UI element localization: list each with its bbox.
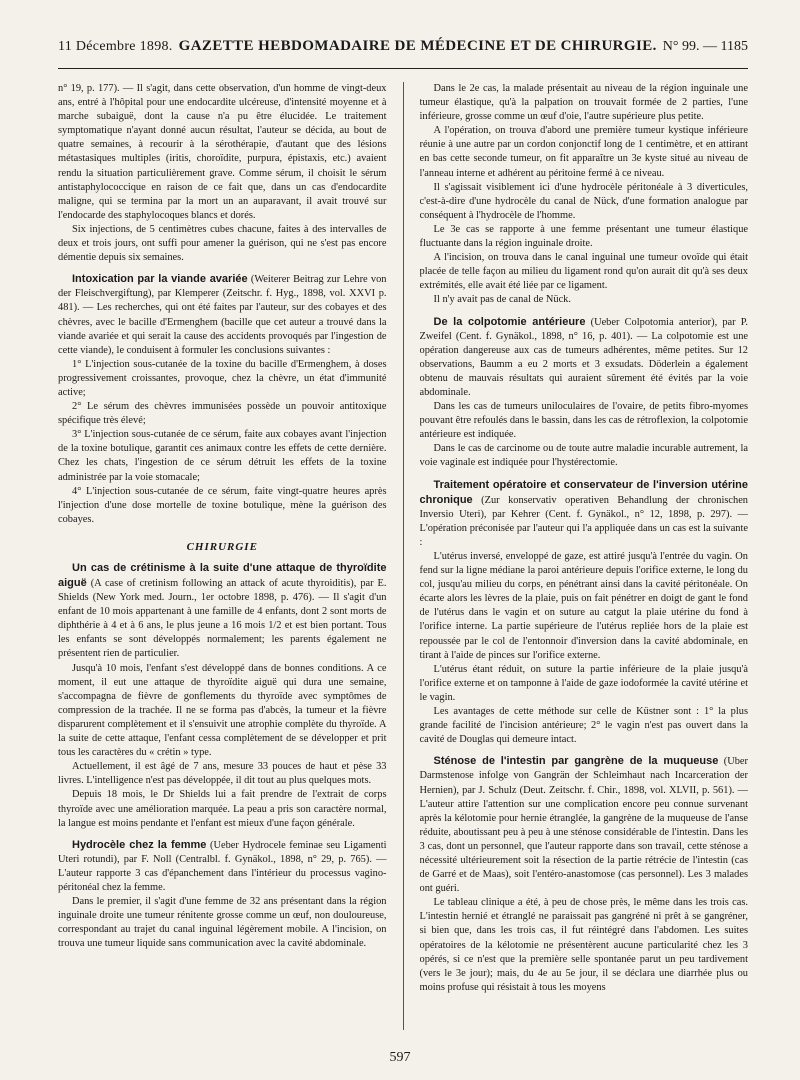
paragraph: L'utérus inversé, enveloppé de gaze, est attiré jusqu'à l'entrée du vagin. On fend sur la ligne médiane la paroi antérieure depuis l'orifice externe, le long du col, jusqu'au milieu du corps, en pénétrant ainsi dans la cavité péritonéale. On écarte alors les lèvres de la plaie, puis on fait pénétrer en doigt de gant le fond de l'utérus dans le vagin et on suture au catgut la plaie utérine du fond à l'orifice interne. La partie supérieure de l'utérus repliée hors de la plaie est repoussée par le col de l'entonnoir d'inversion dans la cavité abdominale, en tirant à l'aide de pinces sur l'orifice externe. — [419, 551, 748, 661]
article-hydrocele — [58, 838, 387, 895]
paragraph: n° 19, p. 177). — Il s'agit, dans cette observation, d'un homme de vingt-deux ans, entré à l'hôpital pour une endocardite ulcéreuse, d'intensité moyenne et à marche subaiguë, dont la cause n'a pu être élucidée. Le traitement symptomatique n'ayant donné aucun résultat, l'auteur se décida, au bout de quatre semaines, à recourir à la sérothérapie, d'autant que des lésions métastasiques multiples (iritis, choroïdite, purpura, épistaxis, etc.) avaient rendu la situation particulièrement grave. Comme sérum, il choisit le sérum antistaphylococcique en raison de ce fait que, dans un cas d'endocardite maligne, qui se termina par la mort un an auparavant, il avait trouvé sur l'endocarde des staphylocoques blancs et dorés. — [58, 83, 387, 221]
article-title: Traitement opératoire et conservateur de l'inversion utérine chronique — [419, 478, 748, 506]
page-number: 597 — [389, 1050, 411, 1065]
article-title: Intoxication par la viande avariée — [72, 273, 248, 286]
article-stenose — [420, 754, 749, 896]
paragraph: Dans les cas de tumeurs uniloculaires de l'ovaire, de petits fibro-myomes pouvant être refoulés dans le bassin, dans les cas de rétroflexion, la colpotomie antérieure est indiquée. — [419, 401, 748, 441]
article-lead: (Zur konservativ operativen Behandlung der chronischen Inversio Uteri), par Kehrer (Cent. f. Gynäkol., n° 12, 1898, p. 297). — L'opération préconisée par l'auteur qui l'a appliquée dans un cas est la suivante : — [419, 494, 748, 548]
article-title: Un cas de crétinisme à la suite d'une attaque de thyroïdite aiguë — [58, 561, 387, 589]
article-colpotomie — [420, 315, 749, 401]
article-columns — [58, 82, 748, 1030]
left-column — [58, 82, 387, 1030]
conclusion-item: 3° L'injection sous-cutanée de ce sérum, faite aux cobayes avant l'injection de la toxine botulique, garantit ces animaux contre les effets de cette dernière. Chez les chats, l'ingestion de ce sérum détruit les effets de la toxine administrée par la voie stomacale; — [58, 429, 387, 483]
paragraph: Il s'agissait visiblement ici d'une hydrocèle péritonéale à 3 diverticules, c'est-à-dire d'une hydrocèle du canal de Nück, d'une formation analogue par conséquent à l'hydrocèle de l'homme. — [419, 181, 748, 221]
conclusion-item: 1° L'injection sous-cutanée de la toxine du bacille d'Ermenghem, à doses progressivement croissantes, provoque, chez la chèvre, un état d'immunité active; — [58, 358, 387, 398]
header-date: 11 Décembre 1898. — [58, 39, 173, 54]
paragraph: Jusqu'à 10 mois, l'enfant s'est développé dans de bonnes conditions. A ce moment, il eut une attaque de thyroïdite aiguë qui dura une semaine, s'accompagna de fièvre de gonflements du thyroïde avec symptômes de compression de la trachée. Il ne se forma pas d'abcès, la tumeur et la fièvre disparurent complètement et il s'ensuivit une atrophie complète du thyroïde. A la suite de cette attaque, l'enfant cessa complètement de se développer et prit tous les caractères du « crétin » type. — [58, 662, 387, 759]
running-header — [58, 38, 748, 69]
paragraph: Actuellement, il est âgé de 7 ans, mesure 33 pouces de haut et pèse 33 livres. L'intelligence n'est pas développée, il dit tout au plus quelques mots. — [58, 761, 387, 787]
paragraph: A l'opération, on trouva d'abord une première tumeur kystique inférieure réunie à une autre par un cordon conjonctif long de 1 centimètre, et en attirant en bas cette seconde tumeur, on fit apparaître un 3e kyste situé au niveau de l'anneau interne et adhérent au péritoine fermé à ce niveau. — [419, 125, 748, 179]
article-lead: (Weiterer Beitrag zur Lehre von der Fleischvergiftung), par Klemperer (Zeitschr. f. Hyg., 1898, vol. XXVI p. 481). — Les recherches, qui ont été faites par l'auteur, sur des cobayes et des chèvres, avec le bacille d'Ermenghem (bacille que cet auteur a trouvé dans la viande avariée et qui serait la cause des accidents provoqués par l'ingestion de cette viande), le conduisent à formuler les conclusions suivantes : — [58, 274, 387, 356]
article-cretinisme — [58, 561, 387, 662]
article-lead: (A case of cretinism following an attack of acute thyroiditis), par E. Shields (New York med. Journ., 1er octobre 1898, p. 476). — Il s'agit d'un enfant de 10 mois appartenant à une famille de 4 enfants, dont 2 sont morts de diphthérie à 4 et à 6 ans, le plus jeune a 16 mois 1/2 et est bien portant. Tous les enfants se sont développés normalement; les parents également ne présentent rien de particulier. — [58, 578, 387, 660]
paragraph: Il n'y avait pas de canal de Nück. — [433, 294, 571, 306]
article-title: Hydrocèle chez la femme — [72, 838, 207, 851]
paragraph: Le tableau clinique a été, à peu de chose près, le même dans les trois cas. L'intestin hernié et étranglé ne paraissait pas gangréné ni prêt à se gangréner, si bien que, dans les trois cas, il fut réintégré dans l'abdomen. Les suites opératoires de la kélotomie ne présentèrent aucune particularité chez les 3 opérés, si ce n'est que la première selle spontanée parut un peu tardivement (vers le 3e jour); mais, du 4e au 5e jour, il se déclara une diarrhée plus ou moins profuse qui résistait à tous les moyens — [419, 897, 748, 993]
article-inversion — [420, 478, 749, 550]
paragraph: A l'incision, on trouva dans le canal inguinal une tumeur ovoïde qui était placée de telle façon au milieu du ligament rond qu'on aurait dit qu'à ses deux extrémités, elle avait été liée par ce ligament. — [419, 252, 748, 292]
article-lead: (Ueber Hydrocele feminae seu Ligamenti Uteri rotundi), par F. Noll (Centralbl. f. Gynäkol., 1898, n° 29, p. 765). — L'auteur rapporte 3 cas d'épanchement dans l'intérieur du processus vagino-péritonéal chez la femme. — [58, 839, 387, 893]
article-lead: (Ueber Colpotomia anterior), par P. Zweifel (Cent. f. Gynäkol., 1898, n° 16, p. 401). — La colpotomie est une opération dangereuse aux cas de tumeurs adhérentes, même petites. Sur 12 observations, Baumm a eu 2 morts et 3 exsudats. Döderlein a également obtenu de mauvais résultats qui auraient sûrement été évités par la voie abdominale. — [419, 316, 748, 398]
paragraph: Six injections, de 5 centimètres cubes chacune, faites à des intervalles de deux et trois jours, ont suffi pour amener la guérison, qui ne s'est pas encore démentie depuis six semaines. — [58, 223, 387, 264]
paragraph: Le 3e cas se rapporte à une femme présentant une tumeur élastique fluctuante dans la région inguinale droite. — [419, 223, 748, 250]
journal-title: GAZETTE HEBDOMADAIRE DE MÉDECINE ET DE CHIRURGIE. — [178, 38, 657, 54]
paragraph: Dans le 2e cas, la malade présentait au niveau de la région inguinale une tumeur élastique, qu'à la palpation on trouvait formée de 2 parties, l'une inférieure, grosse comme un œuf d'oie, l'autre supérieure plus petite. — [419, 83, 748, 123]
paragraph: L'utérus étant réduit, on suture la partie inférieure de la plaie jusqu'à l'orifice externe et on tamponne à l'aide de gaze iodoformée la cavité utérine et le vagin. — [419, 663, 748, 703]
right-column — [420, 82, 749, 1030]
paragraph: Dans le premier, il s'agit d'une femme de 32 ans présentant dans la région inguinale droite une tumeur rénitente grosse comme un œuf, non douloureuse, correspondant au trajet du canal inguinal légèrement mobile. A l'incision, on trouva une tumeur liquide sans communication avec la cavité abdominale. — [58, 896, 387, 950]
article-title: De la colpotomie antérieure — [433, 315, 586, 328]
article-lead: (Uber Darmstenose infolge von Gangrän der Schleimhaut nach Incarceration der Hernien), par J. Schulz (Deut. Zeitschr. f. Chir., 1898, vol. XLVII, p. 561). — L'auteur attire l'attention sur une complication encore peu connue survenant après la kélotomie pour hernie étranglée, la gangrène de la muqueuse de l'anse réduite, aboutissant peu à peu à une sténose considérable de l'intestin. Dans les 3 cas, dont un personnel, que l'auteur rapporte dans son travail, cette sténose a nécessité ultérieurement soit la résection de la partie rétrécie de l'intestin (cas de Garré et de Maas), soit l'entéro-anastomose (cas personnel). Les 3 malades ont guéri. — [419, 756, 748, 895]
article-title: Sténose de l'intestin par gangrène de la muqueuse — [433, 755, 719, 768]
paragraph: Depuis 18 mois, le Dr Shields lui a fait prendre de l'extrait de corps thyroïde avec une amélioration marquée. La peau a pris son caractère normal, la langue est moins pendante et l'enfant est mieux d'une façon générale. — [58, 789, 387, 829]
conclusion-item: 4° L'injection sous-cutanée de ce sérum, faite vingt-quatre heures après l'injection d'une dose mortelle de toxine botulique, mène la guérison des cobayes. — [58, 485, 387, 525]
section-heading: CHIRURGIE — [186, 540, 258, 553]
paragraph: Les avantages de cette méthode sur celle de Küstner sont : 1° la plus grande facilité de l'incision antérieure; 2° le vagin n'est pas ouvert dans la cavité de Douglas qui demeure intact. — [419, 706, 748, 746]
issue-number: N° 99. — 1185 — [662, 39, 748, 54]
conclusion-item: 2° Le sérum des chèvres immunisées possède un pouvoir antitoxique spécifique très élevé; — [58, 401, 387, 427]
article-intoxication — [58, 272, 387, 358]
column-divider — [403, 82, 404, 1030]
paragraph: Dans le cas de carcinome ou de toute autre maladie incurable autrement, la voie vaginale est indiquée pour l'hystérectomie. — [419, 443, 748, 469]
